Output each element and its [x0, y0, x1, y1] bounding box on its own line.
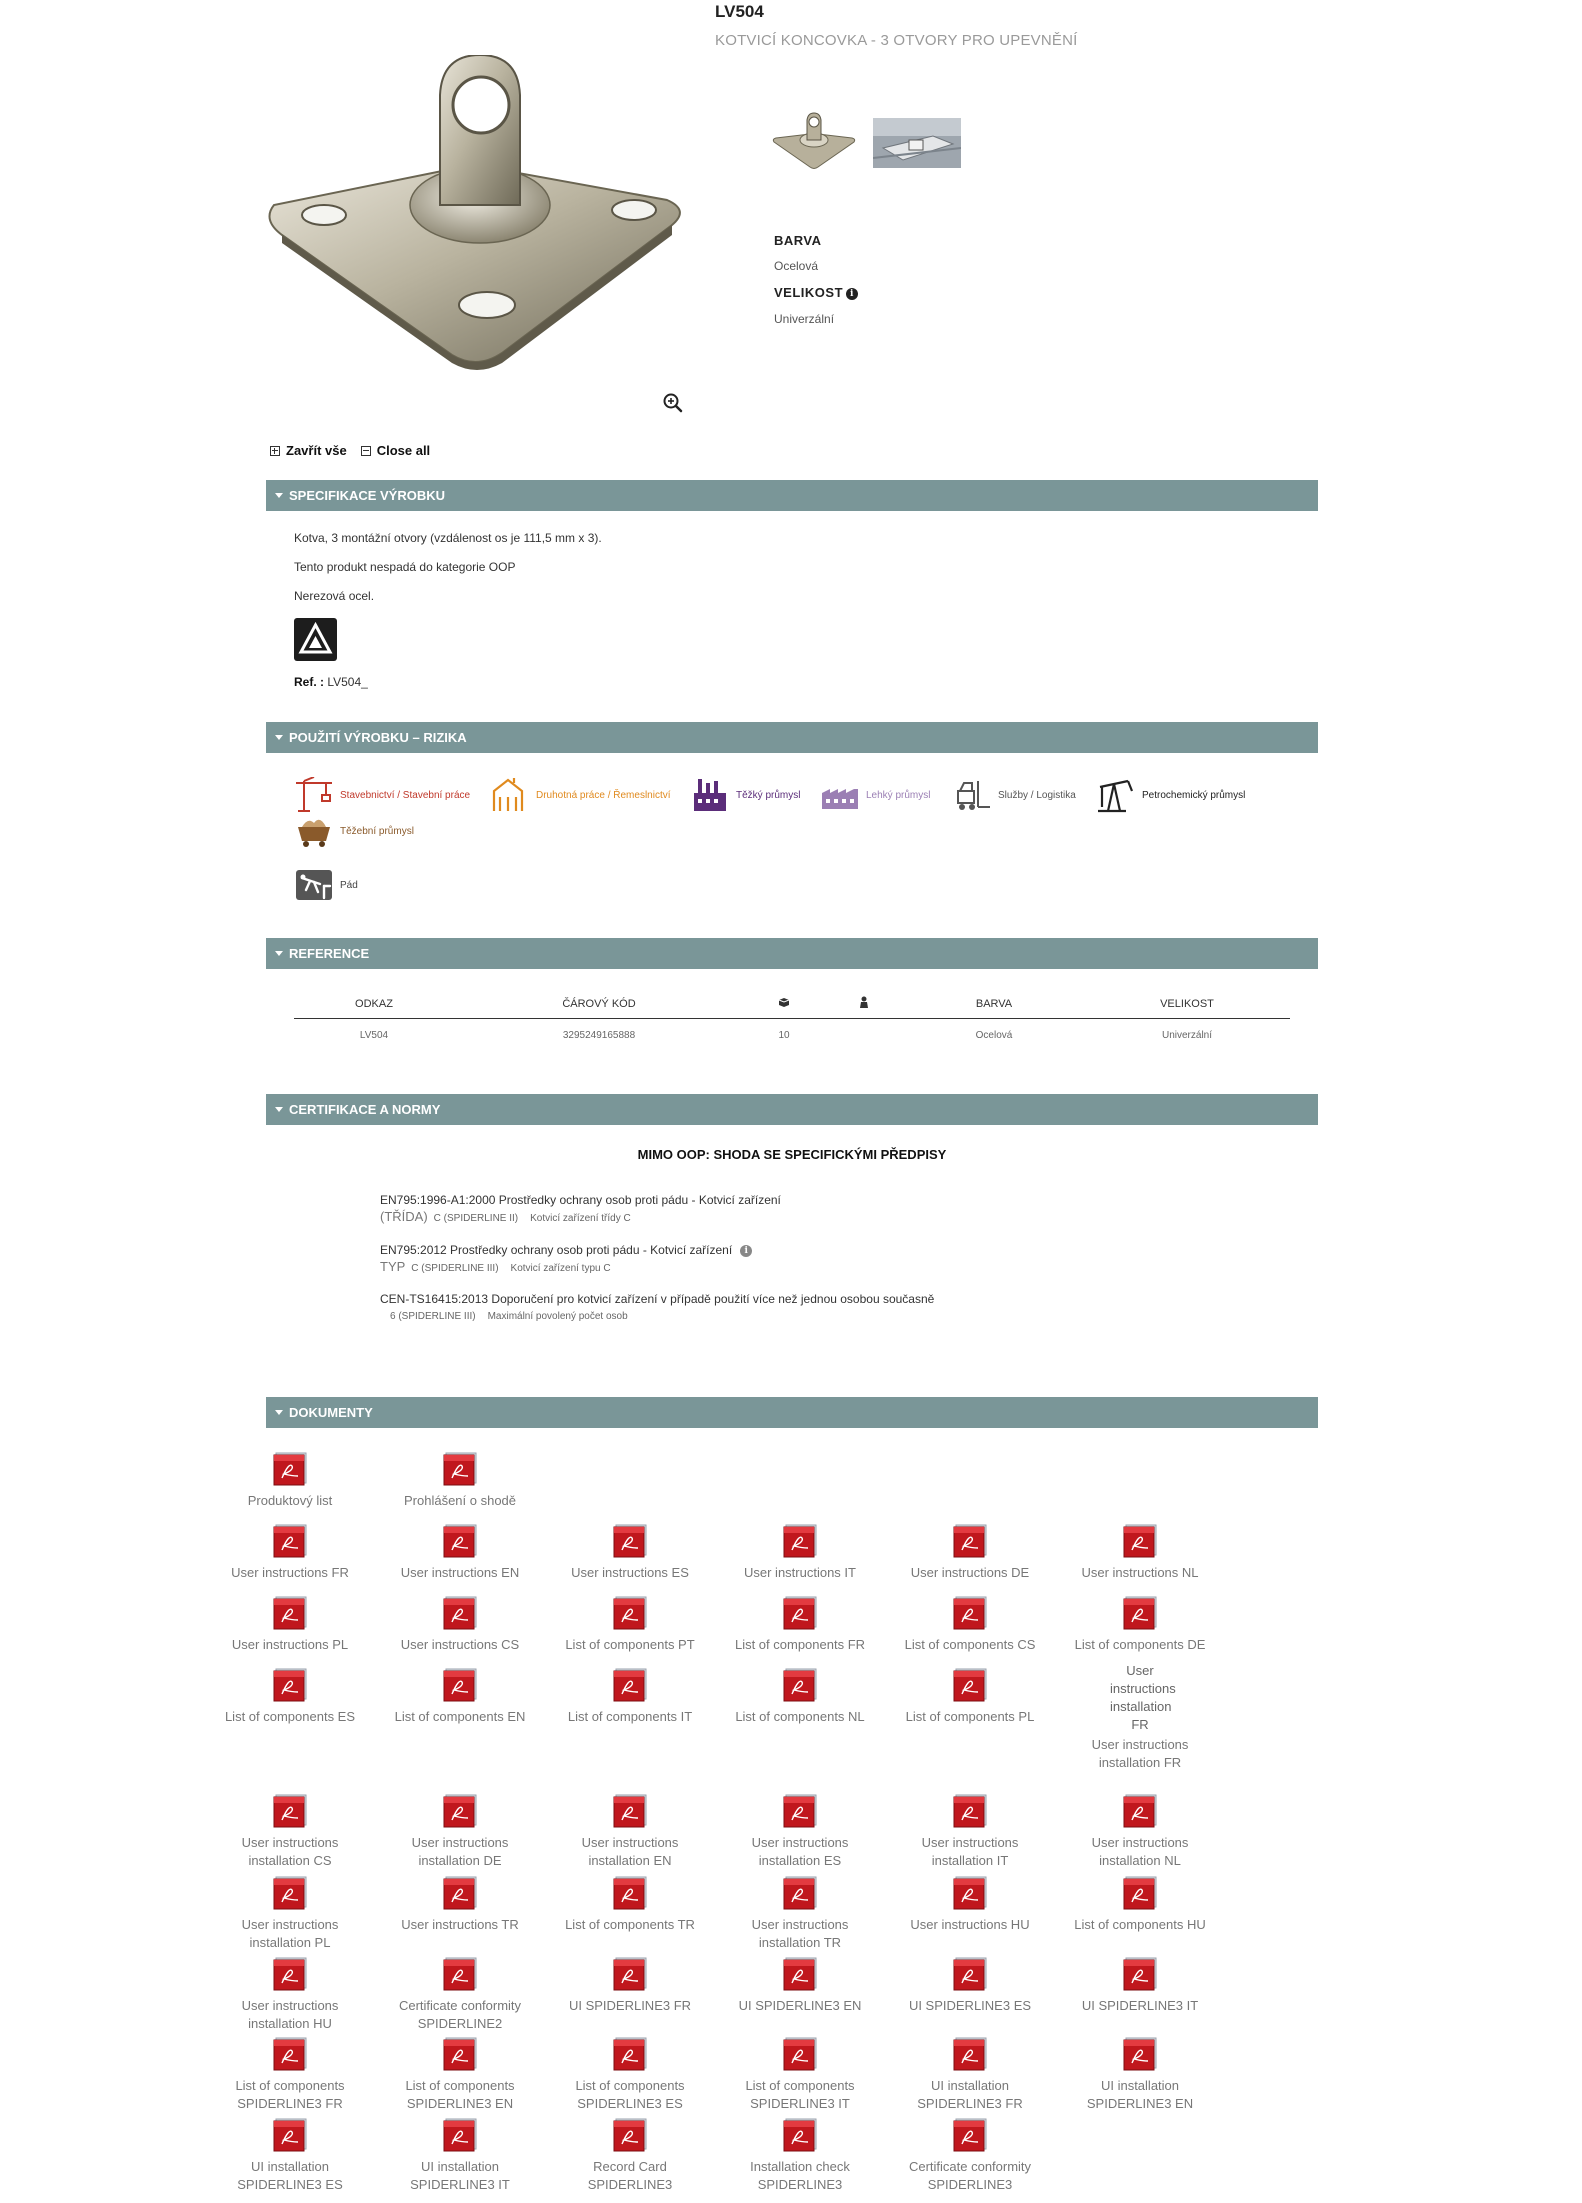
document-link[interactable] — [895, 1524, 1045, 1582]
document-link[interactable] — [725, 2118, 875, 2194]
cert-detail — [380, 1209, 631, 1224]
accordion-toggles — [270, 443, 438, 458]
section-title: SPECIFIKACE VÝROBKU — [289, 488, 446, 503]
document-link[interactable] — [725, 1668, 875, 1726]
document-link[interactable] — [895, 2037, 1045, 2113]
document-label: List of components DE — [1074, 1637, 1206, 1652]
document-label: List of components TR — [565, 1917, 695, 1932]
document-label: User instructions installation CS — [241, 1835, 339, 1868]
crane-icon — [294, 777, 334, 813]
document-link[interactable] — [215, 1452, 365, 1510]
document-label: User instructions installation ES — [751, 1835, 849, 1868]
cert-desc: Kotvicí zařízení třídy C — [530, 1213, 631, 1224]
pdf-file-icon — [272, 2118, 308, 2152]
document-label: User instructions installation FR — [1091, 1737, 1189, 1770]
document-label: User instructions installation PL — [241, 1917, 339, 1950]
document-label: User instructions installation HU — [241, 1998, 339, 2031]
document-label: Prohlášení o shodě — [403, 1493, 517, 1508]
pdf-file-icon — [442, 1794, 478, 1828]
document-link[interactable] — [1065, 1662, 1215, 1772]
pdf-file-icon — [782, 2118, 818, 2152]
table-row — [294, 1018, 1290, 1052]
pdf-file-icon — [442, 1876, 478, 1910]
col-header-barcode: ČÁROVÝ KÓD — [454, 990, 744, 1018]
document-label: List of components IT — [567, 1709, 693, 1724]
pdf-file-icon — [442, 1957, 478, 1991]
document-link[interactable] — [215, 2037, 365, 2113]
cell-barcode: 3295249165888 — [562, 1029, 636, 1041]
document-label: Certificate conformity SPIDERLINE2 — [398, 1998, 522, 2031]
thumbnail-installation[interactable] — [873, 118, 961, 168]
reference-line — [294, 675, 368, 689]
document-label: User instructions ES — [571, 1565, 689, 1580]
document-label: User instructions installation EN — [581, 1835, 679, 1868]
spec-line: Kotva, 3 montážní otvory (vzdálenost os je 111,5 mm x 3). — [294, 531, 602, 545]
pdf-file-icon — [952, 1524, 988, 1558]
cert-desc: Kotvicí zařízení typu C — [510, 1263, 611, 1274]
cert-detail — [380, 1259, 611, 1274]
document-link[interactable] — [555, 1876, 705, 1934]
risk-craft[interactable] — [490, 777, 671, 813]
document-label: List of components EN — [394, 1709, 526, 1724]
document-link[interactable] — [555, 1668, 705, 1726]
pdf-file-icon — [612, 1876, 648, 1910]
color-value: Ocelová — [774, 259, 819, 273]
risk-label: Těžký průmysl — [736, 789, 801, 801]
document-link[interactable] — [385, 1876, 535, 1934]
document-link[interactable] — [385, 2118, 535, 2194]
pdf-file-icon — [612, 2037, 648, 2071]
cell-color: Ocelová — [975, 1029, 1013, 1041]
document-link[interactable] — [215, 2118, 365, 2194]
cert-value: 6 (SPIDERLINE III) — [390, 1311, 476, 1322]
col-header-odkaz: ODKAZ — [294, 990, 454, 1018]
info-icon[interactable]: i — [740, 1245, 752, 1257]
document-link[interactable] — [725, 1876, 875, 1952]
risk-label: Pád — [340, 879, 358, 891]
person-icon — [859, 996, 869, 1008]
box-icon — [778, 997, 790, 1007]
size-label — [774, 285, 858, 300]
document-link[interactable] — [1065, 2037, 1215, 2113]
thumbnail-product[interactable] — [770, 112, 858, 172]
product-main-image[interactable] — [262, 55, 692, 370]
section-header-spec[interactable] — [266, 480, 1318, 511]
document-link[interactable] — [725, 1524, 875, 1582]
risk-label: Stavebnictví / Stavební práce — [340, 789, 471, 801]
cert-value: C (SPIDERLINE II) — [433, 1213, 519, 1224]
section-title: POUŽITÍ VÝROBKU – RIZIKA — [289, 730, 467, 745]
pdf-file-icon — [612, 1524, 648, 1558]
document-link[interactable] — [385, 1596, 535, 1654]
section-title: REFERENCE — [289, 946, 370, 961]
pdf-file-icon — [1122, 1524, 1158, 1558]
cert-prefix: TYP — [380, 1259, 406, 1274]
document-label: User instructions TR — [401, 1917, 519, 1932]
document-link[interactable] — [895, 1794, 1045, 1870]
document-link[interactable] — [385, 1957, 535, 2033]
fall-icon — [294, 868, 334, 902]
document-label: User instructions installation NL — [1091, 1835, 1189, 1868]
document-link[interactable] — [895, 1876, 1045, 1934]
info-icon[interactable]: i — [846, 288, 858, 300]
section-header-docs[interactable] — [266, 1397, 1318, 1428]
cert-value: C (SPIDERLINE III) — [411, 1263, 499, 1274]
caret-down-icon — [275, 951, 283, 956]
document-label: User instructions IT — [744, 1565, 856, 1580]
pdf-file-icon — [1122, 1794, 1158, 1828]
document-label: UI SPIDERLINE3 IT — [1081, 1998, 1199, 2013]
document-link[interactable] — [385, 2037, 535, 2113]
document-label: UI SPIDERLINE3 EN — [738, 1998, 862, 2013]
document-label: Produktový list — [247, 1493, 333, 1508]
pdf-file-icon — [1122, 1596, 1158, 1630]
document-label: List of components PL — [905, 1709, 1035, 1724]
pdf-file-icon — [1122, 1876, 1158, 1910]
col-header-color: BARVA — [904, 990, 1084, 1018]
risk-construction[interactable] — [294, 777, 470, 813]
close-all-toggle[interactable] — [361, 443, 430, 458]
house-icon — [490, 777, 530, 813]
document-label: List of components FR — [734, 1637, 866, 1652]
caret-down-icon — [275, 1107, 283, 1112]
broken-image-icon: User instructions installation FR — [1110, 1663, 1176, 1732]
pdf-file-icon — [272, 1596, 308, 1630]
document-link[interactable] — [555, 2118, 705, 2194]
document-label: Record Card SPIDERLINE3 — [587, 2159, 673, 2192]
document-label: User instructions PL — [231, 1637, 349, 1652]
document-label: User instructions installation DE — [411, 1835, 509, 1868]
table-header-row — [294, 990, 1290, 1018]
risk-label: Těžební průmysl — [340, 825, 414, 837]
col-header-size: VELIKOST — [1084, 990, 1290, 1018]
ref-label: Ref. : — [294, 675, 324, 689]
pdf-file-icon — [1122, 2037, 1158, 2071]
document-label: Certificate conformity SPIDERLINE3 — [908, 2159, 1032, 2192]
caret-down-icon — [275, 493, 283, 498]
document-link[interactable] — [555, 1957, 705, 2015]
risk-fall[interactable] — [294, 868, 358, 902]
pdf-file-icon — [442, 2118, 478, 2152]
risk-label: Petrochemický průmysl — [1142, 789, 1246, 801]
document-label: UI SPIDERLINE3 ES — [908, 1998, 1032, 2013]
document-label: List of components HU — [1074, 1917, 1206, 1932]
risk-logistics[interactable] — [952, 777, 1076, 813]
document-label: UI installation SPIDERLINE3 IT — [410, 2159, 510, 2192]
pdf-file-icon — [782, 1668, 818, 1702]
document-label: List of components NL — [735, 1709, 865, 1724]
document-label: List of components SPIDERLINE3 ES — [575, 2078, 685, 2111]
risk-label: Služby / Logistika — [998, 789, 1076, 801]
document-link[interactable] — [895, 1668, 1045, 1726]
document-link[interactable] — [215, 1957, 365, 2033]
pdf-file-icon — [612, 1957, 648, 1991]
certs-title: MIMO OOP: SHODA SE SPECIFICKÝMI PŘEDPISY — [637, 1147, 947, 1162]
pdf-file-icon — [952, 1596, 988, 1630]
cert-standard: EN795:1996-A1:2000 Prostředky ochrany osob proti pádu - Kotvicí zařízení — [380, 1193, 781, 1207]
pdf-file-icon — [782, 2037, 818, 2071]
document-link[interactable] — [385, 1794, 535, 1870]
document-label: List of components CS — [904, 1637, 1036, 1652]
pdf-file-icon — [952, 1794, 988, 1828]
document-link[interactable] — [725, 1596, 875, 1654]
forklift-icon — [952, 777, 992, 813]
pdf-file-icon — [442, 1668, 478, 1702]
pdf-file-icon — [272, 1668, 308, 1702]
document-link[interactable] — [1065, 1794, 1215, 1870]
section-header-certs[interactable] — [266, 1094, 1318, 1125]
document-label: User instructions installation IT — [921, 1835, 1019, 1868]
document-link[interactable] — [725, 1957, 875, 2015]
pdf-file-icon — [272, 1452, 308, 1486]
plus-square-icon — [270, 446, 280, 456]
spec-line: Tento produkt nespadá do kategorie OOP — [294, 560, 516, 574]
col-header-box — [744, 990, 824, 1018]
document-link[interactable] — [1065, 1876, 1215, 1934]
document-link[interactable] — [1065, 1957, 1215, 2015]
color-label: BARVA — [774, 233, 822, 248]
factory-icon — [690, 777, 730, 813]
document-link[interactable] — [895, 2118, 1045, 2194]
document-link[interactable] — [1065, 1596, 1215, 1654]
pdf-file-icon — [442, 1596, 478, 1630]
document-label: User instructions EN — [400, 1565, 520, 1580]
pdf-file-icon — [612, 1596, 648, 1630]
cert-prefix: (TŘÍDA) — [380, 1209, 428, 1224]
cert-standard: CEN-TS16415:2013 Doporučení pro kotvicí zařízení v případě použití více než jednou osobou současně — [380, 1292, 935, 1306]
mine-cart-icon — [294, 813, 334, 849]
cert-standard — [380, 1243, 752, 1257]
document-label: User instructions FR — [231, 1565, 349, 1580]
expand-all-label: Zavřít vše — [286, 443, 347, 458]
document-link[interactable] — [725, 2037, 875, 2113]
document-label: UI installation SPIDERLINE3 EN — [1086, 2078, 1194, 2111]
pdf-file-icon — [952, 1876, 988, 1910]
risk-label: Druhotná práce / Řemeslnictví — [536, 789, 671, 801]
document-link[interactable] — [215, 1876, 365, 1952]
pdf-file-icon — [952, 2037, 988, 2071]
document-link[interactable] — [215, 1524, 365, 1582]
cell-odkaz: LV504 — [359, 1029, 389, 1041]
document-label: UI installation SPIDERLINE3 ES — [237, 2159, 343, 2192]
reference-table — [294, 990, 1290, 1052]
document-link[interactable] — [555, 1524, 705, 1582]
pdf-file-icon — [952, 1957, 988, 1991]
pdf-file-icon — [612, 1668, 648, 1702]
section-title: CERTIFIKACE A NORMY — [289, 1102, 441, 1117]
size-label-text: VELIKOST — [774, 285, 844, 300]
pdf-file-icon — [272, 1876, 308, 1910]
pdf-file-icon — [782, 1596, 818, 1630]
product-code: LV504 — [715, 2, 764, 21]
document-label: List of components SPIDERLINE3 EN — [405, 2078, 515, 2111]
document-label: User instructions HU — [910, 1917, 1030, 1932]
document-label: UI installation SPIDERLINE3 FR — [917, 2078, 1023, 2111]
caret-down-icon — [275, 735, 283, 740]
document-label: User instructions installation TR — [751, 1917, 849, 1950]
close-all-label: Close all — [376, 443, 431, 458]
document-link[interactable] — [895, 1596, 1045, 1654]
cert-desc: Maximální povolený počet osob — [487, 1311, 628, 1322]
expand-all-toggle[interactable] — [270, 443, 347, 458]
document-label: UI SPIDERLINE3 FR — [568, 1998, 692, 2013]
document-label: List of components SPIDERLINE3 FR — [235, 2078, 345, 2111]
document-link[interactable] — [215, 1596, 365, 1654]
document-link[interactable] — [385, 1668, 535, 1726]
minus-square-icon — [361, 446, 371, 456]
section-header-risks[interactable] — [266, 722, 1318, 753]
pdf-file-icon — [952, 2118, 988, 2152]
document-link[interactable] — [555, 1794, 705, 1870]
document-label: User instructions CS — [400, 1637, 520, 1652]
document-label: List of components PT — [565, 1637, 695, 1652]
pdf-file-icon — [782, 1957, 818, 1991]
pdf-file-icon — [782, 1876, 818, 1910]
cell-box: 10 — [778, 1029, 790, 1041]
risk-petrochemical[interactable] — [1096, 777, 1245, 813]
pdf-file-icon — [782, 1524, 818, 1558]
document-link[interactable] — [555, 1596, 705, 1654]
pdf-file-icon — [272, 1957, 308, 1991]
spec-line: Nerezová ocel. — [294, 589, 375, 603]
section-title: DOKUMENTY — [289, 1405, 373, 1420]
cell-person — [824, 1018, 904, 1052]
material-logo-icon — [294, 618, 337, 661]
document-link[interactable] — [1065, 1524, 1215, 1582]
section-header-reference[interactable] — [266, 938, 1318, 969]
document-link[interactable] — [555, 2037, 705, 2113]
pdf-file-icon — [272, 2037, 308, 2071]
pdf-file-icon — [442, 1524, 478, 1558]
document-link[interactable] — [385, 1524, 535, 1582]
pdf-file-icon — [272, 1794, 308, 1828]
risk-label: Lehký průmysl — [866, 789, 931, 801]
document-link[interactable] — [895, 1957, 1045, 2015]
document-label: List of components ES — [224, 1709, 356, 1724]
document-label: User instructions DE — [910, 1565, 1030, 1580]
pdf-file-icon — [782, 1794, 818, 1828]
cert-standard-text: EN795:2012 Prostředky ochrany osob proti pádu - Kotvicí zařízení — [380, 1243, 733, 1257]
document-link[interactable] — [725, 1794, 875, 1870]
pdf-file-icon — [442, 1452, 478, 1486]
oil-pump-icon — [1096, 777, 1136, 813]
product-subtitle: KOTVICÍ KONCOVKA - 3 OTVORY PRO UPEVNĚNÍ — [715, 32, 1078, 49]
caret-down-icon — [275, 1410, 283, 1415]
pdf-file-icon — [272, 1524, 308, 1558]
risk-mining[interactable] — [294, 813, 414, 849]
document-label: List of components SPIDERLINE3 IT — [745, 2078, 855, 2111]
col-header-person — [824, 990, 904, 1018]
pdf-file-icon — [612, 2118, 648, 2152]
document-link[interactable] — [385, 1452, 535, 1510]
document-link[interactable] — [215, 1794, 365, 1870]
document-link[interactable] — [215, 1668, 365, 1726]
zoom-in-icon[interactable] — [662, 392, 684, 414]
pdf-file-icon — [442, 2037, 478, 2071]
document-label: Installation check SPIDERLINE3 — [750, 2159, 850, 2192]
size-value: Univerzální — [774, 312, 835, 326]
risk-heavy-industry[interactable] — [690, 777, 800, 813]
cell-size: Univerzální — [1161, 1029, 1213, 1041]
pdf-file-icon — [952, 1668, 988, 1702]
light-factory-icon — [820, 777, 860, 813]
ref-value: LV504_ — [327, 675, 368, 689]
document-label: User instructions NL — [1081, 1565, 1199, 1580]
pdf-file-icon — [612, 1794, 648, 1828]
cert-detail — [390, 1311, 628, 1322]
pdf-file-icon — [1122, 1957, 1158, 1991]
risk-light-industry[interactable] — [820, 777, 930, 813]
